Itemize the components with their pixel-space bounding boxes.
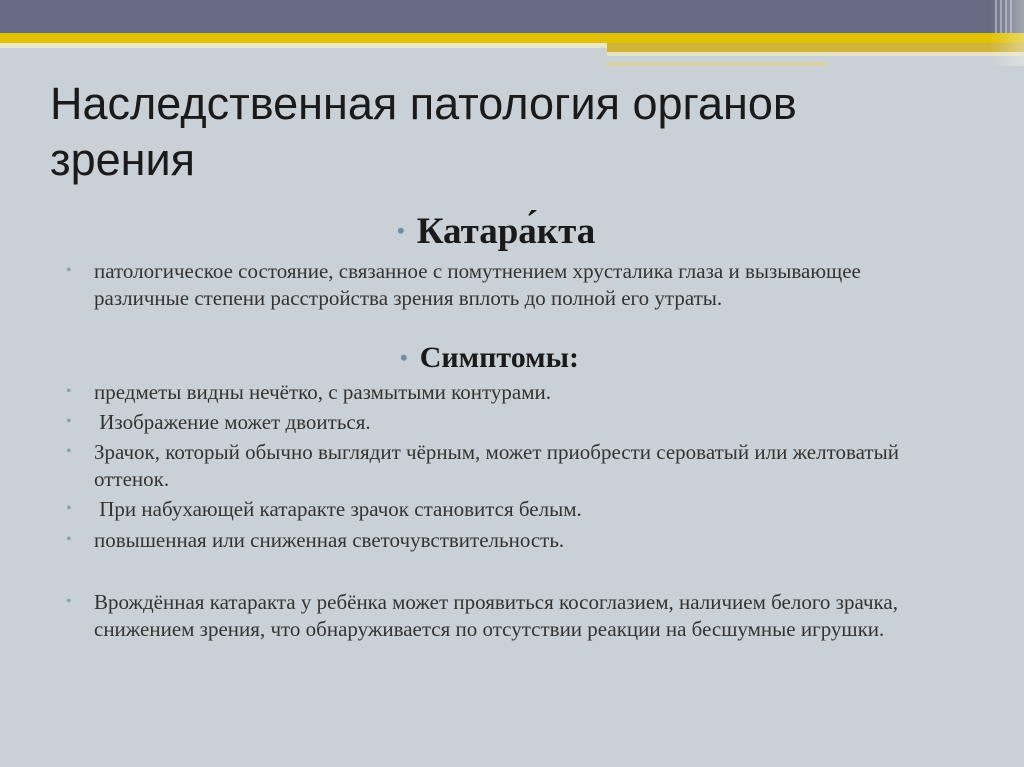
heading-symptoms-text: Симптомы: xyxy=(419,341,579,374)
accent-band-gold xyxy=(607,43,1024,52)
list-item-definition xyxy=(66,258,956,311)
list-item-congenital xyxy=(66,589,956,642)
bullet-icon: • xyxy=(66,383,72,400)
list-item xyxy=(66,409,956,436)
symptom-text: повышенная или сниженная светочувствительность. xyxy=(94,528,565,552)
accent-fade xyxy=(990,0,1024,66)
bullet-icon: • xyxy=(397,218,405,243)
definition-text: патологическое состояние, связанное с помутнением хрусталика глаза и вызывающее различные степени расстройства зрения вплоть до полной его утраты. xyxy=(94,259,861,310)
slide-title: Наследственная патология органов зрения xyxy=(50,78,797,185)
list-item xyxy=(66,496,956,523)
list-item xyxy=(66,527,956,554)
accent-line xyxy=(607,62,827,66)
bullet-icon: • xyxy=(400,345,408,370)
bullet-icon: • xyxy=(66,262,72,279)
symptom-text: предметы видны нечётко, с размытыми контурами. xyxy=(94,380,552,404)
bullet-icon: • xyxy=(66,443,72,460)
heading-symptoms xyxy=(400,338,579,378)
symptom-text: Зрачок, который обычно выглядит чёрным, может приобрести сероватый или желтоватый оттенок. xyxy=(94,440,899,491)
accent-band-pale xyxy=(0,43,607,48)
accent-band-pale-right xyxy=(607,52,1024,56)
bullet-icon: • xyxy=(66,500,72,517)
heading-cataract-text: Катара́кта xyxy=(416,210,596,252)
congenital-text: Врождённая катаракта у ребёнка может проявиться косоглазием, наличием белого зрачка, снижением зрения, что обнаруживается по отсутствии реакции на бесшумные игрушки. xyxy=(94,590,898,641)
list-item xyxy=(66,379,956,406)
symptom-text: Изображение может двоиться. xyxy=(94,410,371,434)
bullet-icon: • xyxy=(66,531,72,548)
bullet-icon: • xyxy=(66,413,72,430)
accent-band-yellow xyxy=(0,33,1024,43)
heading-cataract xyxy=(397,206,595,256)
top-bar xyxy=(0,0,1024,33)
bullet-icon: • xyxy=(66,593,72,610)
list-item xyxy=(66,439,956,492)
symptom-text: При набухающей катаракте зрачок становится белым. xyxy=(94,497,582,521)
